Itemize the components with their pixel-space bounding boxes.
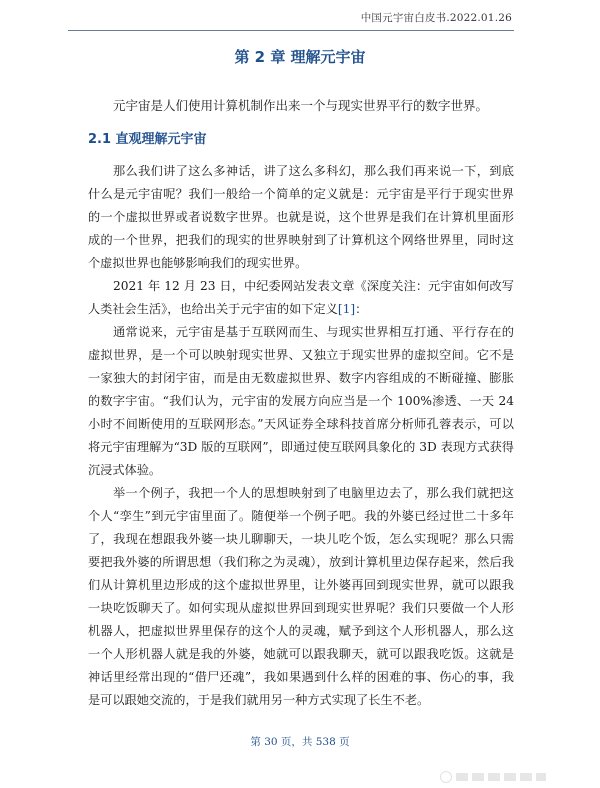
paragraph-2-end: ： — [355, 302, 368, 316]
paragraph-2-text: 2021 年 12 月 23 日，中纪委网站发表文章《深度关注：元宇宙如何改写人类社会生活》，也给出关于元宇宙的如下定义 — [88, 279, 514, 316]
running-header: 中国元宇宙白皮书.2022.01.26 — [360, 12, 512, 24]
paragraph-2 — [88, 275, 514, 321]
paragraph-3: 通常说来，元宇宙是基于互联网而生、与现实世界相互打通、平行存在的虚拟世界，是一个可以映射现实世界、又独立于现实世界的虚拟空间。它不是一家独大的封闭宇宙，而是由无数虚拟世界、数字内容组成的不断碰撞、膨胀的数字宇宙。“我们认为，元宇宙的发展方向应当是一个 100%渗透、一天 24 小时不间断使用的互联网形态。”天风证券全球科技首席分析师孔蓉表示，可以将元宇宙理解为“3D 版的互联网”，即通过使互联网具象化的 3D 表现方式获得沉浸式体验。 — [88, 325, 514, 477]
chapter-title: 第 2 章 理解元宇宙 — [234, 48, 366, 66]
paragraph-1: 那么我们讲了这么多神话，讲了这么多科幻，那么我们再来说一下，到底什么是元宇宙呢？我们一般给一个简单的定义就是：元宇宙是平行于现实世界的一个虚拟世界或者说数字世界。也就是说，这个世界是我们在计算机里面形成的一个世界，把我们的现实的世界映射到了计算机这个网络世界里，同时这个虚拟世界也能够影响我们的现实世界。 — [88, 164, 514, 270]
watermark-circle-icon — [440, 771, 452, 783]
body-text — [88, 160, 514, 712]
citation-link[interactable]: [1] — [337, 302, 356, 316]
chapter-intro: 元宇宙是人们使用计算机制作出来一个与现实世界平行的数字世界。 — [113, 98, 489, 113]
page-number: 第 30 页，共 538 页 — [250, 736, 350, 748]
watermark-logo — [440, 770, 570, 788]
section-title: 2.1 直观理解元宇宙 — [88, 132, 207, 147]
watermark-text-mark — [456, 773, 546, 781]
paragraph-4: 举一个例子，我把一个人的思想映射到了电脑里边去了，那么我们就把这个人“孪生”到元宇宙里面了。随便举一个例子吧。我的外婆已经过世二十多年了，我现在想跟我外婆一块儿聊聊天，一块儿吃个饭，怎么实现呢？那么只需要把我外婆的所谓思想（我们称之为灵魂），放到计算机里边保存起来，然后我们从计算机里边形成的这个虚拟世界里，让外婆再回到现实世界，就可以跟我一块吃饭聊天了。如何实现从虚拟世界回到现实世界呢？我们只要做一个人形机器人，把虚拟世界里保存的这个人的灵魂，赋予到这个人形机器人，那么这一个人形机器人就是我的外婆，她就可以跟我聊天，就可以跟我吃饭。这就是神话里经常出现的“借尸还魂”，我如果遇到什么样的困难的事、伤心的事，我是可以跟她交流的，于是我们就用另一种方式实现了长生不老。 — [88, 486, 514, 707]
